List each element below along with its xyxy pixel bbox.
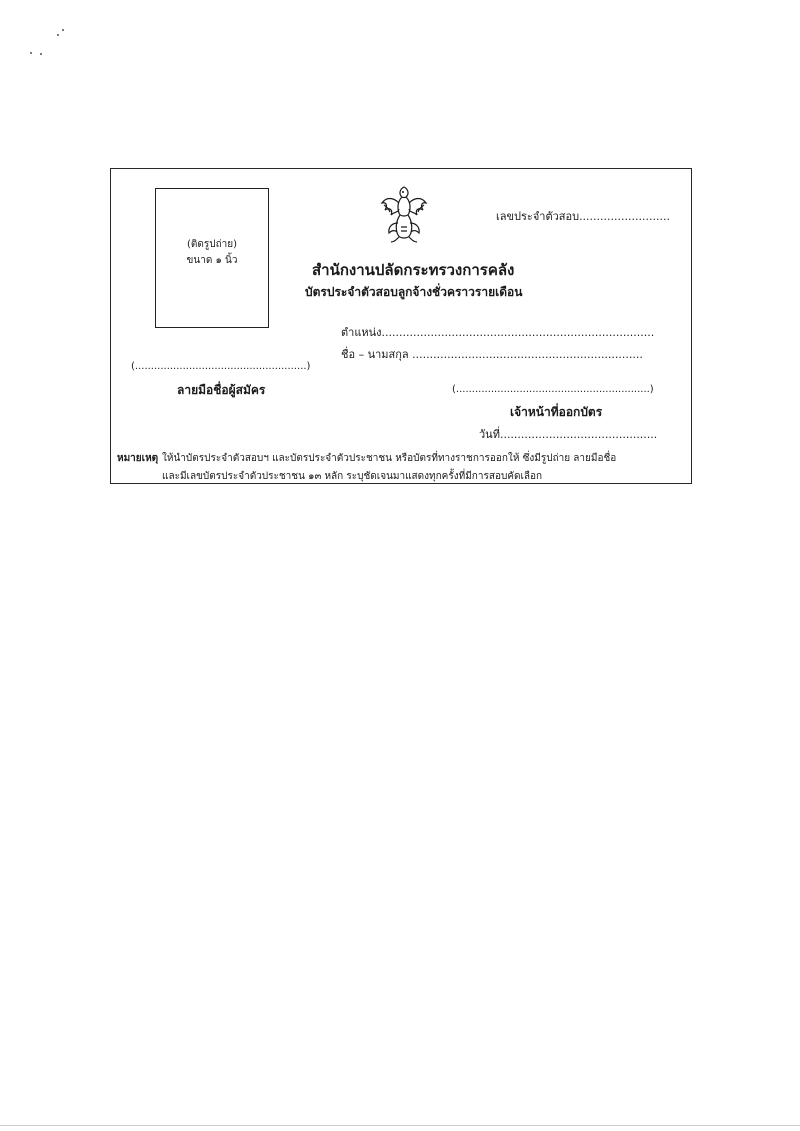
issue-date-field: วันที่............................................. [479,428,658,441]
note-text-line2: และมีเลขบัตรประจำตัวประชาชน ๑๓ หลัก ระบุชัดเจนมาแสดงทุกครั้งที่มีการสอบคัดเลือก [162,471,543,482]
note-text-line1: ให้นำบัตรประจำตัวสอบฯ และบัตรประจำตัวประชาชน หรือบัตรที่ทางราชการออกให้ ซึ่งมีรูปถ่าย ลายมือชื่อ [162,453,617,464]
card-title: บัตรประจำตัวสอบลูกจ้างชั่วคราวรายเดือน [305,285,523,299]
note-label: หมายเหตุ [117,453,159,464]
scan-edge-line [0,1125,800,1126]
photo-size-label: ขนาด ๑ นิ้ว [186,255,238,266]
applicant-signature-line: (......................................................) [131,361,311,372]
scan-speck [57,34,59,36]
garuda-emblem-icon [379,183,429,245]
officer-signature-label: เจ้าหน้าที่ออกบัตร [510,405,603,419]
officer-signature-line: (.............................................................) [452,384,654,395]
scan-speck [40,53,42,55]
photo-placeholder [155,188,269,328]
exam-number-field: เลขประจำตัวสอบ.......................... [496,210,670,223]
name-field: ชื่อ – นามสกุล .................................................................. [341,348,643,361]
position-field: ตำแหน่ง.............................................................................. [341,326,655,339]
scan-speck [30,52,32,54]
office-title: สำนักงานปลัดกระทรวงการคลัง [312,261,515,279]
applicant-signature-label: ลายมือชื่อผู้สมัคร [177,383,266,397]
photo-label: (ติดรูปถ่าย) [186,239,238,250]
exam-id-card [110,168,692,484]
scan-speck [62,29,64,31]
